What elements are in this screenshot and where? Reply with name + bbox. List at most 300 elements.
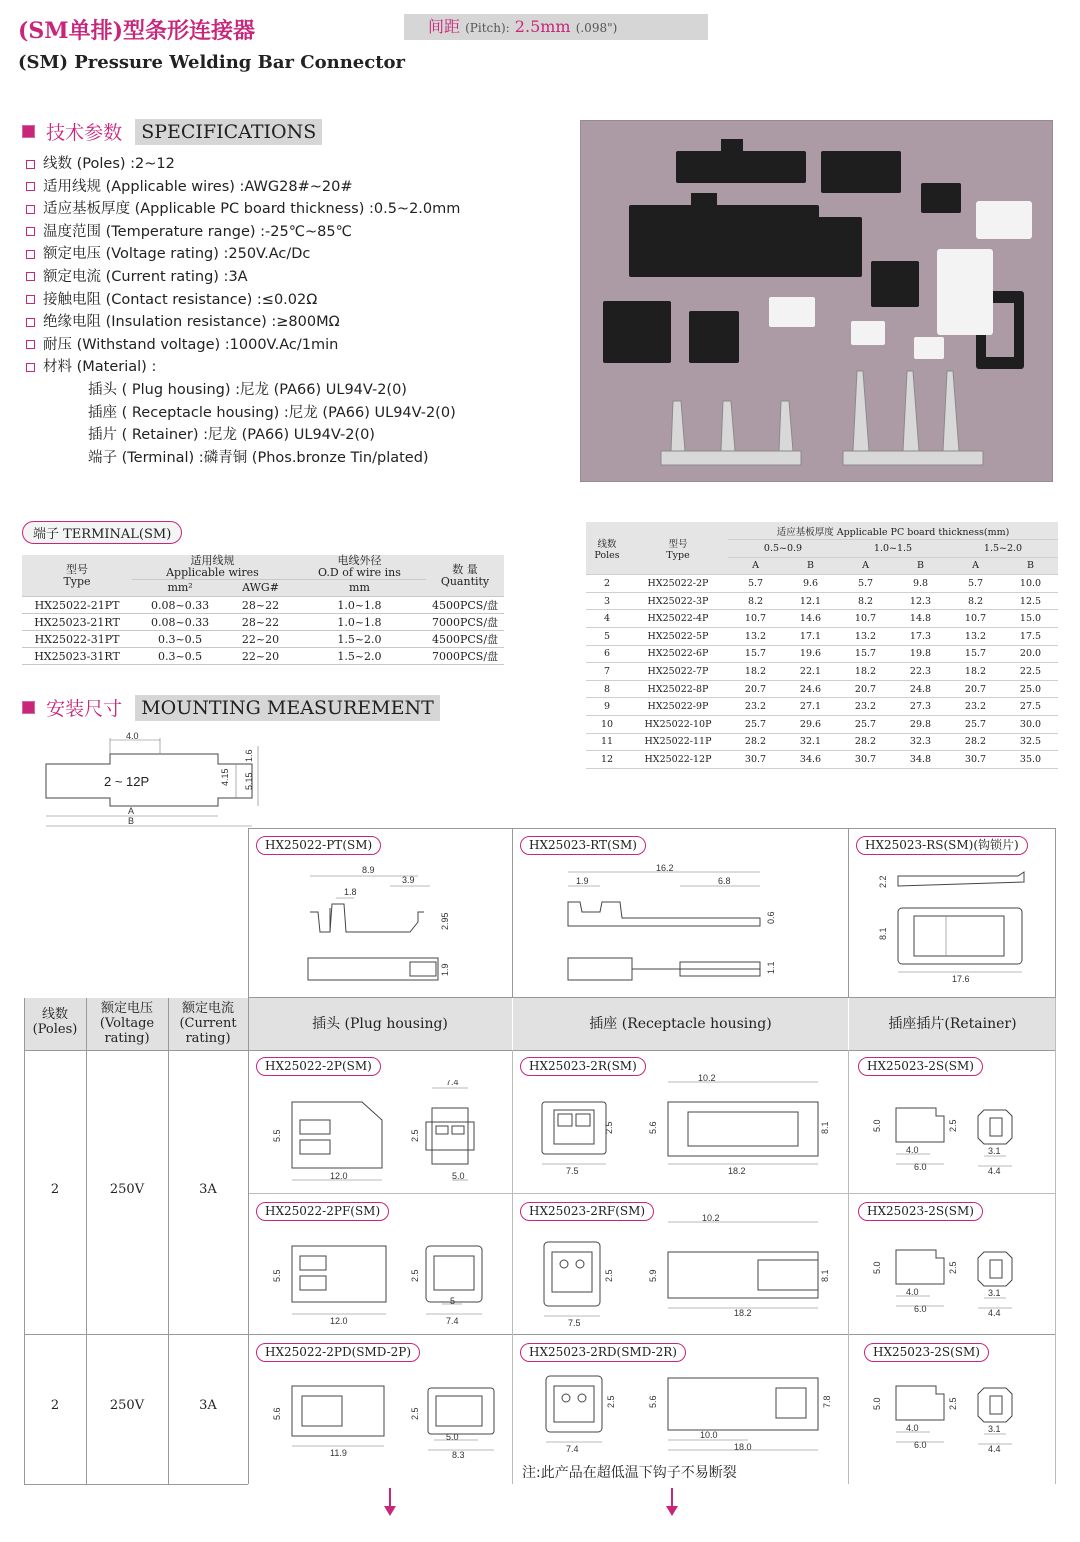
cell: 32.5	[1003, 733, 1058, 751]
pitch-label-cn: 间距	[428, 17, 461, 36]
cell: 0.08~0.33	[132, 614, 228, 631]
table-row	[22, 648, 504, 665]
cell: 22.1	[783, 663, 838, 681]
dim-label: 2.5	[604, 1121, 614, 1134]
material-item: 端子 (Terminal) :磷青铜 (Phos.bronze Tin/plated)	[88, 449, 429, 466]
dim-label: 4.0	[906, 1145, 919, 1155]
cell: 27.1	[783, 698, 838, 716]
dim-label: A	[128, 806, 135, 816]
cell: 27.3	[893, 698, 948, 716]
cell: 9.6	[783, 575, 838, 593]
cell: 10.0	[1003, 575, 1058, 593]
dim-label: 5.0	[872, 1119, 882, 1132]
material-item: 插头 ( Plug housing) :尼龙 (PA66) UL94V-2(0)	[88, 381, 407, 398]
cell: 35.0	[1003, 751, 1058, 769]
spec-item: 耐压 (Withstand voltage) :1000V.Ac/1min	[43, 336, 339, 353]
table-row	[586, 645, 1058, 663]
cell: 32.3	[893, 733, 948, 751]
dim-label: 1.1	[766, 961, 776, 974]
dim-label: 5.5	[272, 1269, 282, 1282]
range-label: 1.0~1.5	[838, 540, 948, 558]
receptacle-2r-drawing	[528, 1072, 838, 1186]
col-poles: 线数 (Poles)	[24, 998, 86, 1050]
col-od-en: O.D of wire ins	[318, 566, 401, 579]
cell: 0.08~0.33	[132, 597, 228, 614]
part-tag: HX25023-RS(SM)(钩锁片)	[856, 836, 1028, 855]
bullet-icon	[26, 340, 35, 349]
dim-label: 2.5	[410, 1407, 420, 1420]
cell: HX25023-21RT	[22, 614, 132, 631]
dim-label: 6.0	[914, 1440, 927, 1450]
dim-label: 1.8	[344, 887, 357, 897]
cell: 30.7	[838, 751, 893, 769]
col-od-cn: 电线外径	[337, 554, 382, 567]
dim-label: 6.8	[718, 876, 731, 886]
bullet-icon	[26, 295, 35, 304]
cell: 15.7	[728, 645, 783, 663]
dim-label: 0.6	[766, 911, 776, 924]
cell: 1.0~1.8	[293, 614, 426, 631]
dim-label: 5.0	[452, 1171, 465, 1181]
cell: 15.7	[838, 645, 893, 663]
dim-label: 2.5	[410, 1129, 420, 1142]
cell: 0.3~0.5	[132, 648, 228, 665]
retainer-2s-drawing	[866, 1240, 1046, 1330]
material-item: 插座 ( Receptacle housing) :尼龙 (PA66) UL94V-2(0)	[88, 404, 456, 421]
dim-label: 1.9	[440, 963, 450, 976]
divider	[848, 828, 849, 998]
spec-item: 接触电阻 (Contact resistance) :≤0.02Ω	[43, 291, 318, 308]
dim-label: 11.9	[330, 1448, 347, 1458]
retainer-2s-drawing	[866, 1090, 1046, 1180]
cell: 30.0	[1003, 716, 1058, 734]
dim-label: 7.5	[566, 1166, 579, 1176]
spec-item: 适用线规 (Applicable wires) :AWG28#~20#	[43, 178, 353, 195]
dim-label: 3.1	[988, 1146, 1001, 1156]
mounting-heading-cn: 安装尺寸	[46, 698, 123, 720]
cell: HX25022-5P	[628, 628, 728, 646]
dim-label: 7.5	[568, 1318, 581, 1328]
dim-label: 2.95	[440, 912, 450, 930]
dim-label: 2.5	[604, 1269, 614, 1282]
col-type-cn: 型号	[668, 538, 688, 550]
divider	[848, 1050, 849, 1484]
divider	[1055, 998, 1056, 1484]
table-row	[586, 610, 1058, 628]
cell: HX25022-7P	[628, 663, 728, 681]
col-mm2: mm²	[132, 580, 228, 597]
dim-label: 12.0	[330, 1316, 348, 1326]
cell: 13.2	[838, 628, 893, 646]
table-row	[586, 698, 1058, 716]
cell: 20.7	[838, 680, 893, 698]
cell: 5.7	[728, 575, 783, 593]
part-tag: HX25023-2S(SM)	[858, 1057, 983, 1076]
cell: HX25022-9P	[628, 698, 728, 716]
cell: HX25022-2P	[628, 575, 728, 593]
col-wires-cn: 适用线规	[190, 554, 235, 567]
table-row	[586, 628, 1058, 646]
dim-label: 4.15	[220, 768, 230, 786]
range-label: 1.5~2.0	[948, 540, 1058, 558]
bullet-icon	[26, 227, 35, 236]
voltage-value: 250V	[109, 1182, 145, 1197]
poles-value: 2	[50, 1182, 60, 1197]
cell: 8.2	[948, 592, 1003, 610]
part-tag: HX25022-PT(SM)	[256, 836, 381, 855]
part-tag: HX25022-2PD(SMD-2P)	[256, 1343, 420, 1362]
dim-label: 4.0	[906, 1423, 919, 1433]
terminal-table	[22, 555, 504, 665]
bullet-icon	[26, 363, 35, 372]
page-title-cn: (SM单排)型条形连接器	[18, 18, 256, 44]
ab-label: A	[728, 557, 783, 575]
divider	[24, 1334, 1056, 1335]
cell: 34.8	[893, 751, 948, 769]
cell: 25.7	[948, 716, 1003, 734]
table-row	[586, 733, 1058, 751]
cell: 22.3	[893, 663, 948, 681]
poles-value: 2	[50, 1398, 60, 1413]
dim-label: 17.6	[952, 974, 970, 984]
cell: 7	[586, 663, 628, 681]
bullet-icon	[26, 182, 35, 191]
specifications-list	[26, 153, 460, 469]
col-receptacle: 插座 (Receptacle housing)	[513, 998, 848, 1050]
part-tag: HX25022-2P(SM)	[256, 1057, 381, 1076]
cell: 14.6	[783, 610, 838, 628]
cell: 4500PCS/盘	[426, 597, 504, 614]
dim-label: 2.5	[948, 1119, 958, 1132]
dim-label: 10.0	[700, 1430, 718, 1440]
cell: 15.7	[948, 645, 1003, 663]
spec-item: 材料 (Material) :	[43, 359, 157, 376]
dim-label: 18.0	[734, 1442, 752, 1452]
spec-item: 额定电流 (Current rating) :3A	[43, 268, 248, 285]
material-item: 插片 ( Retainer) :尼龙 (PA66) UL94V-2(0)	[88, 427, 375, 444]
cell: 19.6	[783, 645, 838, 663]
specifications-heading-en: SPECIFICATIONS	[135, 119, 322, 145]
cell: 20.7	[728, 680, 783, 698]
cell: 11	[586, 733, 628, 751]
dim-label: 1.9	[576, 876, 589, 886]
mounting-heading-en: MOUNTING MEASUREMENT	[135, 695, 440, 721]
part-tag: HX25023-2R(SM)	[520, 1057, 646, 1076]
cell: 0.3~0.5	[132, 631, 228, 648]
cell: 24.8	[893, 680, 948, 698]
cell: HX25022-3P	[628, 592, 728, 610]
cell: 12.3	[893, 592, 948, 610]
ab-label: B	[893, 557, 948, 575]
cell: 1.5~2.0	[293, 631, 426, 648]
cell: 30.7	[728, 751, 783, 769]
arrow-down-icon	[662, 1488, 682, 1518]
terminal-rt-drawing	[560, 862, 790, 988]
spec-item: 线数 (Poles) :2~12	[43, 156, 175, 172]
receptacle-2rd-drawing	[528, 1366, 838, 1456]
dim-label: 5.6	[648, 1395, 658, 1408]
receptacle-2rf-drawing	[528, 1212, 838, 1330]
cell: 12	[586, 751, 628, 769]
table-row	[586, 680, 1058, 698]
part-tag: HX25023-2RF(SM)	[520, 1202, 654, 1221]
page-title-en: (SM) Pressure Welding Bar Connector	[18, 52, 405, 73]
cell: 4	[586, 610, 628, 628]
dim-label: 16.2	[656, 863, 674, 873]
cell: 13.2	[728, 628, 783, 646]
divider	[248, 1193, 1056, 1194]
col-qty-cn: 数 量	[452, 562, 478, 576]
pitch-inch: (.098")	[575, 21, 618, 35]
cell: 20.0	[1003, 645, 1058, 663]
dim-label: 5.6	[648, 1121, 658, 1134]
range-label: 0.5~0.9	[728, 540, 838, 558]
cell: 28.2	[838, 733, 893, 751]
plug-2pf-drawing	[262, 1232, 502, 1328]
cell: 32.1	[783, 733, 838, 751]
bullet-icon	[26, 160, 35, 169]
spec-item: 额定电压 (Voltage rating) :250V.Ac/Dc	[43, 246, 311, 263]
cell: 12.5	[1003, 592, 1058, 610]
current-value: 3A	[199, 1182, 217, 1197]
dim-label: 7.4	[566, 1444, 579, 1454]
cell: HX25022-21PT	[22, 597, 132, 614]
dim-label: 18.2	[728, 1166, 746, 1176]
ab-label: B	[1003, 557, 1058, 575]
table-row	[22, 597, 504, 614]
col-current: 额定电流 (Current rating)	[168, 998, 248, 1050]
cell: 5.7	[948, 575, 1003, 593]
cell: 20.7	[948, 680, 1003, 698]
pcb-thickness-table	[586, 522, 1058, 769]
voltage-value: 250V	[109, 1398, 145, 1413]
cell: HX25022-10P	[628, 716, 728, 734]
cell: 10.7	[728, 610, 783, 628]
dim-label: 10.2	[698, 1073, 716, 1083]
spec-item: 适应基板厚度 (Applicable PC board thickness) :0.5~2.0mm	[43, 201, 461, 218]
col-poles-en: Poles	[594, 549, 620, 561]
dim-label: 1.6	[244, 749, 254, 762]
cell: HX25023-31RT	[22, 648, 132, 665]
part-tag: HX25023-2S(SM)	[858, 1202, 983, 1221]
dim-label: 18.2	[734, 1308, 752, 1318]
dim-label: 6.0	[914, 1162, 927, 1172]
dim-label: 2.5	[410, 1269, 420, 1282]
dim-label: 8.1	[820, 1269, 830, 1282]
dim-label: 2.5	[606, 1395, 616, 1408]
cell: 9.8	[893, 575, 948, 593]
cell: 23.2	[838, 698, 893, 716]
dim-label: 4.4	[988, 1308, 1001, 1318]
ab-label: B	[783, 557, 838, 575]
cell: 4500PCS/盘	[426, 631, 504, 648]
dim-label: 12.0	[330, 1171, 348, 1181]
dim-label: 5.6	[272, 1407, 282, 1420]
retainer-rs-drawing	[868, 862, 1048, 988]
bullet-icon	[26, 250, 35, 259]
col-od-unit: mm	[293, 580, 426, 597]
cell: HX25022-6P	[628, 645, 728, 663]
cell: 27.5	[1003, 698, 1058, 716]
cell: 14.8	[893, 610, 948, 628]
dim-label: B	[128, 816, 135, 826]
cell: 24.6	[783, 680, 838, 698]
cell: 22.5	[1003, 663, 1058, 681]
cell: HX25022-12P	[628, 751, 728, 769]
cell: 29.6	[783, 716, 838, 734]
table-header-row	[586, 522, 1058, 540]
col-plug: 插头 (Plug housing)	[248, 998, 512, 1050]
cell: 13.2	[948, 628, 1003, 646]
table-row	[586, 592, 1058, 610]
cell: HX25022-31PT	[22, 631, 132, 648]
cell: 18.2	[948, 663, 1003, 681]
pitch-value: 2.5mm	[514, 17, 571, 36]
cell: 15.0	[1003, 610, 1058, 628]
cell: 17.3	[893, 628, 948, 646]
terminal-pt-drawing	[300, 862, 460, 988]
cell: HX25022-8P	[628, 680, 728, 698]
table-header-row	[22, 555, 504, 580]
dim-label: 7.4	[446, 1080, 459, 1087]
square-bullet-icon	[22, 125, 35, 138]
dim-label: 8.1	[820, 1121, 830, 1134]
spec-item: 温度范围 (Temperature range) :-25℃~85℃	[43, 223, 352, 240]
cell: 23.2	[728, 698, 783, 716]
cell: 25.7	[728, 716, 783, 734]
dim-label: 2.5	[948, 1261, 958, 1274]
cell: 18.2	[838, 663, 893, 681]
col-awg: AWG#	[228, 580, 293, 597]
retainer-2s-drawing	[866, 1378, 1046, 1458]
plug-2p-drawing	[262, 1080, 502, 1186]
bullet-icon	[26, 205, 35, 214]
cell: 9	[586, 698, 628, 716]
divider	[512, 828, 513, 998]
col-qty-en: Quantity	[440, 574, 490, 588]
table-row	[22, 631, 504, 648]
cell: 17.1	[783, 628, 838, 646]
dim-label: 4.4	[988, 1166, 1001, 1176]
cell: 7000PCS/盘	[426, 648, 504, 665]
bullet-icon	[26, 272, 35, 281]
product-photo	[580, 120, 1053, 482]
part-tag: HX25022-2PF(SM)	[256, 1202, 389, 1221]
dim-label: 5.5	[272, 1129, 282, 1142]
cell: 3	[586, 592, 628, 610]
dim-label: 5	[450, 1296, 456, 1306]
dim-label: 5.0	[872, 1397, 882, 1410]
cell: 23.2	[948, 698, 1003, 716]
dim-label: 4.0	[126, 731, 139, 741]
cell: 22~20	[228, 648, 293, 665]
cell: 1.0~1.8	[293, 597, 426, 614]
divider	[248, 998, 249, 1484]
col-wires-en: Applicable wires	[166, 566, 259, 579]
dim-label: 5.9	[648, 1269, 658, 1282]
cell: 19.8	[893, 645, 948, 663]
dim-label: 4.0	[906, 1287, 919, 1297]
cell: 18.2	[728, 663, 783, 681]
dim-label: 5.15	[244, 772, 254, 790]
table-row	[22, 614, 504, 631]
spec-item: 绝缘电阻 (Insulation resistance) :≥800MΩ	[43, 314, 340, 331]
cell: 22~20	[228, 631, 293, 648]
table-row	[586, 751, 1058, 769]
cell: 12.1	[783, 592, 838, 610]
dim-label: 8.3	[452, 1450, 465, 1460]
dim-label: 5.0	[446, 1432, 459, 1442]
mounting-label: 2 ~ 12P	[104, 774, 150, 789]
specifications-heading-cn: 技术参数	[46, 122, 123, 144]
current-value: 3A	[199, 1398, 217, 1413]
dim-label: 6.0	[914, 1304, 927, 1314]
table-row	[586, 716, 1058, 734]
ab-label: A	[948, 557, 1003, 575]
cell: 34.6	[783, 751, 838, 769]
dim-label: 4.4	[988, 1444, 1001, 1454]
col-type-cn: 型号	[66, 562, 88, 576]
cell: 8	[586, 680, 628, 698]
dim-label: 3.9	[402, 875, 415, 885]
cell: HX25022-11P	[628, 733, 728, 751]
dim-label: 2.5	[948, 1397, 958, 1410]
cell: 8.2	[838, 592, 893, 610]
dim-label: 10.2	[702, 1213, 720, 1223]
dim-label: 2.2	[878, 875, 888, 888]
dim-label: 7.8	[822, 1395, 832, 1408]
cell: 25.7	[838, 716, 893, 734]
cell: 10.7	[838, 610, 893, 628]
dim-label: 3.1	[988, 1288, 1001, 1298]
col-poles-cn: 线数	[597, 538, 617, 550]
part-tag: HX25023-2S(SM)	[864, 1343, 989, 1362]
dim-label: 3.1	[988, 1424, 1001, 1434]
dim-label: 8.9	[362, 865, 375, 875]
cell: 28~22	[228, 614, 293, 631]
cell: 28.2	[948, 733, 1003, 751]
dim-label: 8.1	[878, 927, 888, 940]
plug-2pd-drawing	[262, 1376, 502, 1460]
table-row	[586, 663, 1058, 681]
specifications-heading	[22, 118, 322, 145]
cell: 28~22	[228, 597, 293, 614]
part-tag: HX25023-RT(SM)	[520, 836, 646, 855]
mounting-drawing	[38, 728, 268, 832]
cell: 5.7	[838, 575, 893, 593]
square-bullet-icon	[22, 701, 35, 714]
cell: 6	[586, 645, 628, 663]
pitch-label-en: (Pitch):	[465, 21, 510, 35]
footnote: 注:此产品在超低温下钩子不易断裂	[522, 1465, 737, 1481]
divider	[24, 1050, 1056, 1051]
cell: 29.8	[893, 716, 948, 734]
cell: 17.5	[1003, 628, 1058, 646]
col-voltage: 额定电压 (Voltage rating)	[86, 998, 168, 1050]
ab-label: A	[838, 557, 893, 575]
cell: 10.7	[948, 610, 1003, 628]
col-type-en: Type	[63, 574, 91, 588]
col-type-en: Type	[666, 549, 690, 561]
cell: 7000PCS/盘	[426, 614, 504, 631]
cell: 8.2	[728, 592, 783, 610]
col-pcb-thickness: 适应基板厚度 Applicable PC board thickness(mm)	[728, 522, 1058, 540]
terminal-tag: 端子 TERMINAL(SM)	[22, 521, 182, 544]
cell: 1.5~2.0	[293, 648, 426, 665]
cell: HX25022-4P	[628, 610, 728, 628]
cell: 5	[586, 628, 628, 646]
cell: 2	[586, 575, 628, 593]
